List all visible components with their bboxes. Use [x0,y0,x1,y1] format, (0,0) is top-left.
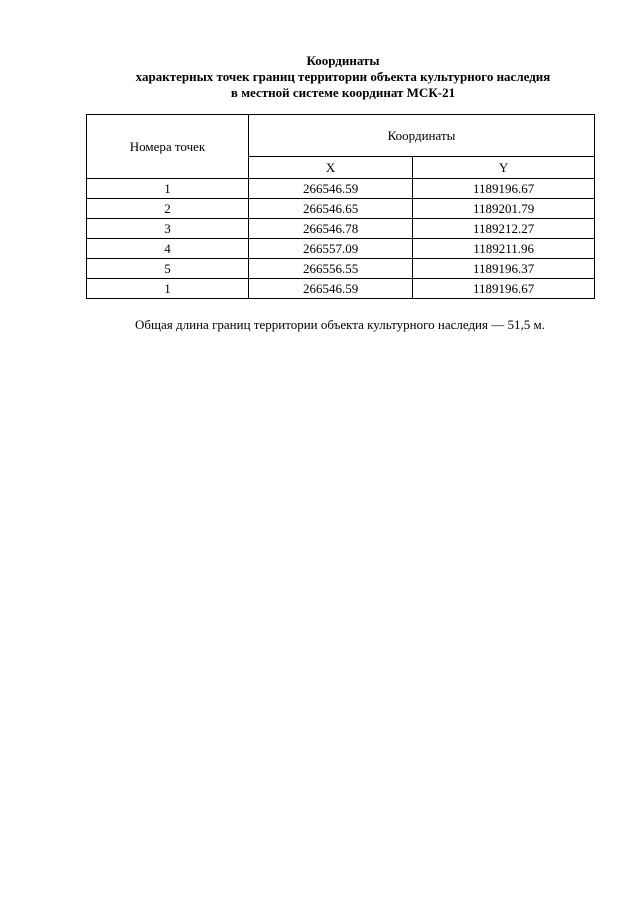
table-row [87,219,595,239]
x-value: 266556.55 [249,259,413,279]
table-row [87,199,595,219]
title-line-3: в местной системе координат МСК-21 [230,85,456,100]
header-point-numbers: Номера точек [87,115,249,179]
title-line-1: Координаты [306,53,380,68]
y-value: 1189201.79 [413,199,595,219]
coordinates-table [86,114,595,299]
table-row [87,179,595,199]
y-value: 1189212.27 [413,219,595,239]
x-value: 266546.78 [249,219,413,239]
title-line-2: характерных точек границ территории объекта культурного наследия [135,69,551,84]
header-coordinates: Координаты [249,115,595,157]
y-value: 1189211.96 [413,239,595,259]
table-row [87,279,595,299]
x-value: 266546.59 [249,279,413,299]
document-title [60,53,626,101]
point-number: 1 [87,279,249,299]
y-value: 1189196.37 [413,259,595,279]
x-value: 266546.65 [249,199,413,219]
point-number: 3 [87,219,249,239]
point-number: 2 [87,199,249,219]
table-header-row [87,115,595,157]
y-value: 1189196.67 [413,179,595,199]
point-number: 5 [87,259,249,279]
table-row [87,259,595,279]
x-value: 266546.59 [249,179,413,199]
header-y: Y [413,157,595,179]
point-number: 4 [87,239,249,259]
table-row [87,239,595,259]
header-x: X [249,157,413,179]
point-number: 1 [87,179,249,199]
y-value: 1189196.67 [413,279,595,299]
boundary-length-note: Общая длина границ территории объекта культурного наследия — 51,5 м. [135,317,545,332]
x-value: 266557.09 [249,239,413,259]
